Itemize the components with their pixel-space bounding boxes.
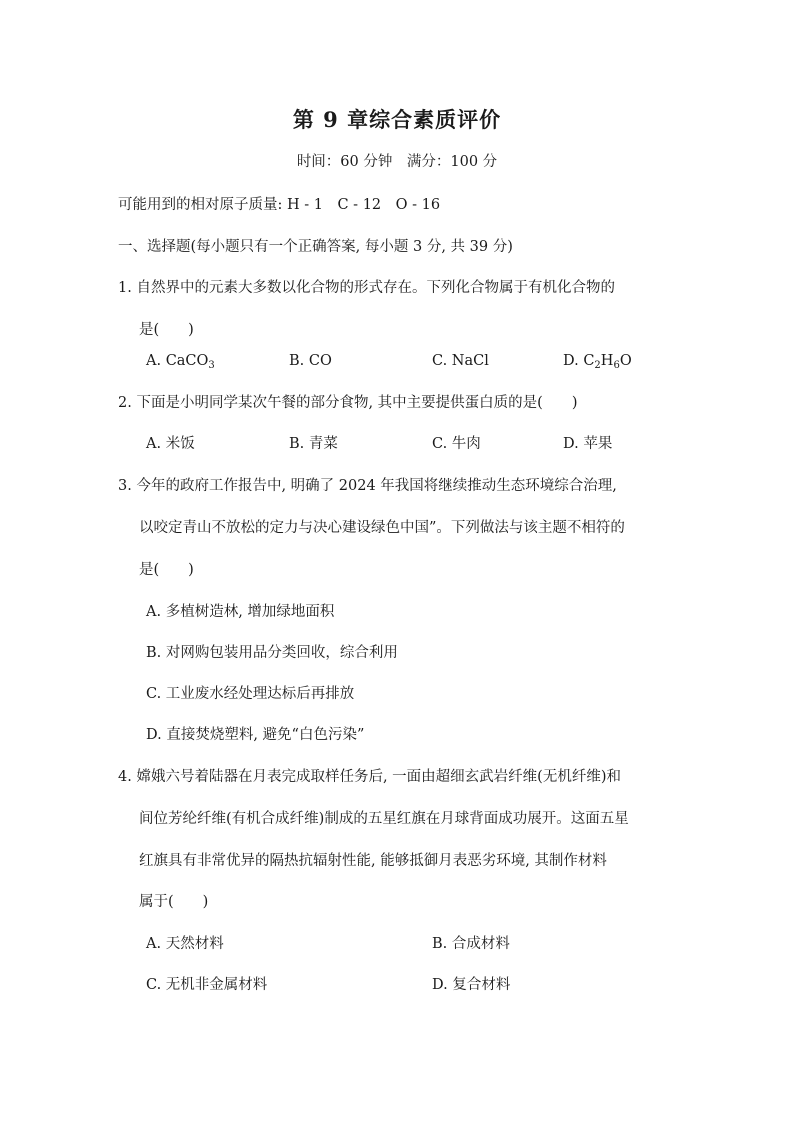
question-3-line-2: 以咬定青山不放松的定力与决心建设绿色中国”。下列做法与该主题不相符的 xyxy=(139,520,625,536)
question-4-option-d: D. 复合材料 xyxy=(432,977,511,993)
question-3-option-b: B. 对网购包装用品分类回收，综合利用 xyxy=(146,645,398,661)
question-1-option-c: C. NaCl xyxy=(432,353,489,369)
question-1-option-a: A. CaCO$_3$ xyxy=(146,353,215,371)
page-title: 第 9 章综合素质评价 xyxy=(292,107,502,132)
question-4-option-c: C. 无机非金属材料 xyxy=(146,977,268,993)
section-heading: 一、选择题(每小题只有一个正确答案, 每小题 3 分, 共 39 分) xyxy=(118,239,513,255)
question-2-line-1: 2. 下面是小明同学某次午餐的部分食物, 其中主要提供蛋白质的是( ) xyxy=(118,395,578,411)
question-4-line-3: 红旗具有非常优异的隔热抗辐射性能, 能够抵御月表恶劣环境, 其制作材料 xyxy=(139,853,607,869)
question-3-option-a: A. 多植树造林, 增加绿地面积 xyxy=(146,604,335,620)
question-1-option-d: D. $C_2H_6O$ xyxy=(563,353,632,371)
exam-meta: 时间：60 分钟 满分：100 分 xyxy=(296,154,498,170)
question-3-line-3: 是( ) xyxy=(139,562,194,578)
question-1-line-2: 是( ) xyxy=(139,322,194,338)
question-3-option-d: D. 直接焚烧塑料, 避免“白色污染” xyxy=(146,727,365,743)
question-4-line-1: 4. 嫦娥六号着陆器在月表完成取样任务后, 一面由超细玄武岩纤维(无机纤维)和 xyxy=(118,769,621,785)
question-4-option-b: B. 合成材料 xyxy=(432,936,510,952)
question-4-line-4: 属于( ) xyxy=(139,894,209,910)
question-2-option-b: B. 青菜 xyxy=(289,436,338,452)
question-3-option-c: C. 工业废水经处理达标后再排放 xyxy=(146,686,355,702)
question-2-option-c: C. 牛肉 xyxy=(432,436,481,452)
atomic-mass-note: 可能用到的相对原子质量: H - 1 C - 12 O - 16 xyxy=(118,197,441,213)
question-4-line-2: 间位芳纶纤维(有机合成纤维)制成的五星红旗在月球背面成功展开。这面五星 xyxy=(139,811,629,827)
question-1-option-b: B. CO xyxy=(289,353,332,369)
question-1-line-1: 1. 自然界中的元素大多数以化合物的形式存在。下列化合物属于有机化合物的 xyxy=(118,280,615,296)
question-2-option-a: A. 米饭 xyxy=(146,436,195,452)
question-2-option-d: D. 苹果 xyxy=(563,436,613,452)
question-4-option-a: A. 天然材料 xyxy=(146,936,224,952)
question-3-line-1: 3. 今年的政府工作报告中, 明确了 2024 年我国将继续推动生态环境综合治理, xyxy=(118,478,617,494)
